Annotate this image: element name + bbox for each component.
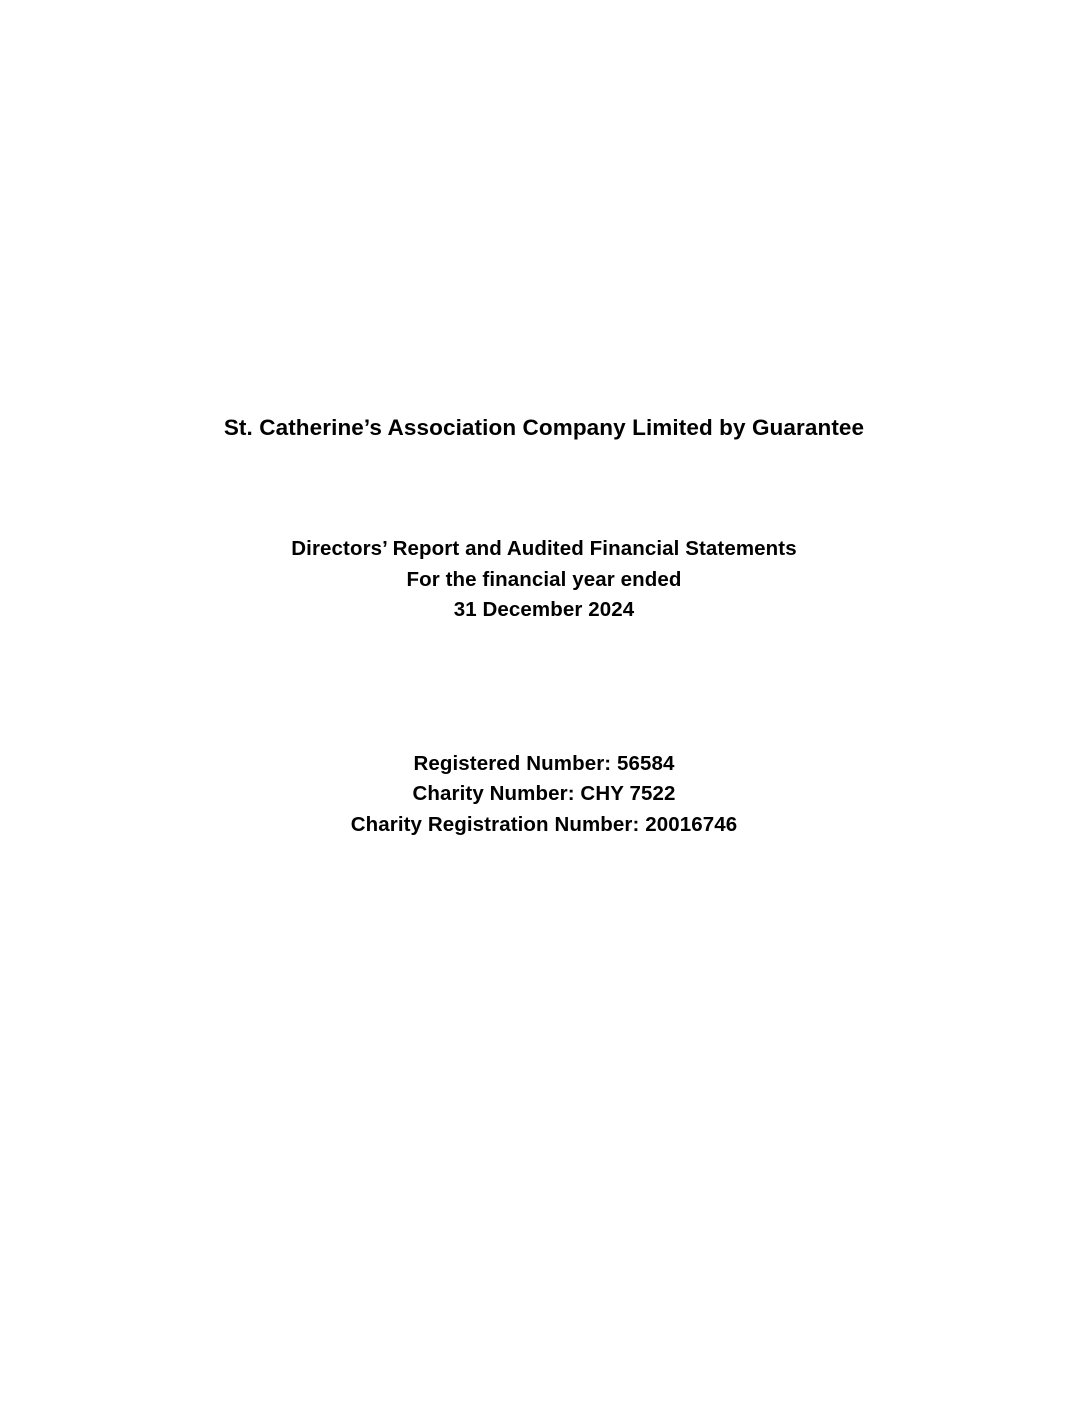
report-title-block (0, 534, 1088, 626)
report-period-label: For the financial year ended (406, 567, 682, 591)
registered-number: Registered Number: 56584 (413, 751, 675, 775)
charity-registration-number: Charity Registration Number: 20016746 (350, 812, 738, 836)
entity-name: St. Catherine’s Association Company Limited by Guarantee (223, 415, 865, 440)
charity-number: Charity Number: CHY 7522 (412, 782, 676, 805)
registration-block (0, 749, 1088, 841)
report-period-end-date: 31 December 2024 (453, 598, 635, 621)
entity-name-block (0, 413, 1088, 443)
report-title: Directors’ Report and Audited Financial Statements (291, 537, 797, 560)
